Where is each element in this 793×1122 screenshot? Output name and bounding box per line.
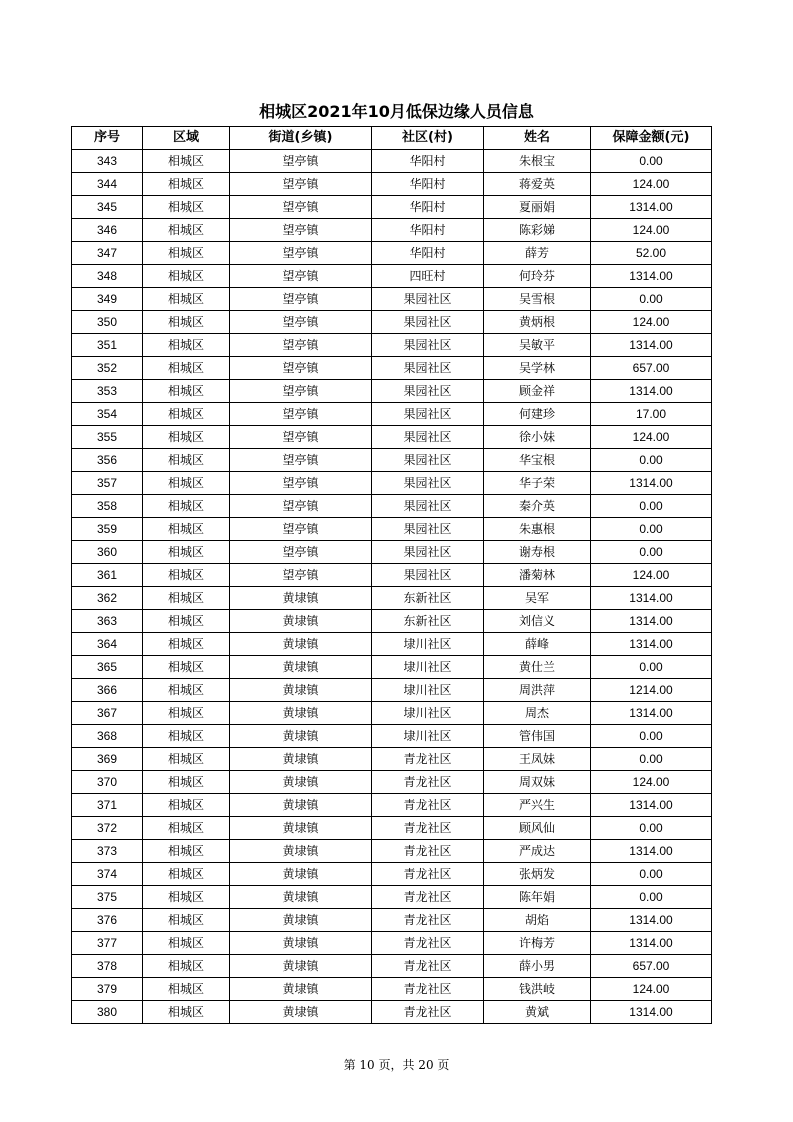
cell-community: 华阳村: [372, 196, 484, 219]
cell-community: 埭川社区: [372, 633, 484, 656]
cell-name: 徐小妹: [484, 426, 591, 449]
cell-name: 陈年娟: [484, 886, 591, 909]
table-row: [72, 656, 712, 679]
cell-district: 相城区: [143, 679, 230, 702]
cell-index: 349: [72, 288, 143, 311]
cell-street-town: 黄埭镇: [230, 656, 372, 679]
cell-amount: 1314.00: [591, 196, 712, 219]
cell-district: 相城区: [143, 771, 230, 794]
table-row: [72, 564, 712, 587]
cell-index: 368: [72, 725, 143, 748]
table-row: [72, 863, 712, 886]
cell-community: 青龙社区: [372, 817, 484, 840]
cell-name: 何建珍: [484, 403, 591, 426]
cell-district: 相城区: [143, 242, 230, 265]
cell-street-town: 黄埭镇: [230, 702, 372, 725]
cell-street-town: 黄埭镇: [230, 748, 372, 771]
cell-name: 华宝根: [484, 449, 591, 472]
cell-name: 王凤妹: [484, 748, 591, 771]
table-row: [72, 748, 712, 771]
cell-district: 相城区: [143, 380, 230, 403]
cell-name: 蒋爱英: [484, 173, 591, 196]
cell-index: 380: [72, 1001, 143, 1024]
cell-district: 相城区: [143, 403, 230, 426]
table-row: [72, 955, 712, 978]
cell-name: 吴军: [484, 587, 591, 610]
cell-amount: 0.00: [591, 495, 712, 518]
cell-street-town: 望亭镇: [230, 288, 372, 311]
cell-street-town: 黄埭镇: [230, 587, 372, 610]
cell-amount: 0.00: [591, 725, 712, 748]
cell-community: 果园社区: [372, 541, 484, 564]
cell-amount: 124.00: [591, 978, 712, 1001]
cell-amount: 1214.00: [591, 679, 712, 702]
cell-district: 相城区: [143, 909, 230, 932]
cell-index: 358: [72, 495, 143, 518]
cell-name: 薛小男: [484, 955, 591, 978]
cell-index: 343: [72, 150, 143, 173]
cell-street-town: 望亭镇: [230, 334, 372, 357]
cell-street-town: 望亭镇: [230, 380, 372, 403]
cell-name: 顾金祥: [484, 380, 591, 403]
cell-street-town: 望亭镇: [230, 219, 372, 242]
cell-amount: 52.00: [591, 242, 712, 265]
cell-community: 东新社区: [372, 587, 484, 610]
cell-index: 371: [72, 794, 143, 817]
cell-index: 378: [72, 955, 143, 978]
cell-amount: 0.00: [591, 886, 712, 909]
table-row: [72, 357, 712, 380]
table-row: [72, 679, 712, 702]
cell-district: 相城区: [143, 656, 230, 679]
cell-community: 华阳村: [372, 150, 484, 173]
table-row: [72, 495, 712, 518]
cell-district: 相城区: [143, 1001, 230, 1024]
cell-name: 黄斌: [484, 1001, 591, 1024]
cell-index: 366: [72, 679, 143, 702]
cell-street-town: 望亭镇: [230, 242, 372, 265]
cell-index: 353: [72, 380, 143, 403]
cell-index: 345: [72, 196, 143, 219]
cell-street-town: 望亭镇: [230, 449, 372, 472]
table-row: [72, 840, 712, 863]
cell-district: 相城区: [143, 978, 230, 1001]
document-title: 相城区2021年10月低保边缘人员信息: [259, 102, 534, 121]
cell-community: 青龙社区: [372, 794, 484, 817]
cell-name: 华子荣: [484, 472, 591, 495]
cell-amount: 124.00: [591, 564, 712, 587]
cell-community: 华阳村: [372, 173, 484, 196]
cell-name: 周杰: [484, 702, 591, 725]
table-row: [72, 610, 712, 633]
cell-street-town: 黄埭镇: [230, 725, 372, 748]
table-row: [72, 886, 712, 909]
cell-amount: 0.00: [591, 541, 712, 564]
cell-district: 相城区: [143, 472, 230, 495]
cell-index: 363: [72, 610, 143, 633]
cell-name: 周双妹: [484, 771, 591, 794]
cell-community: 果园社区: [372, 472, 484, 495]
table-row: [72, 932, 712, 955]
table-row: [72, 311, 712, 334]
cell-index: 354: [72, 403, 143, 426]
cell-street-town: 望亭镇: [230, 173, 372, 196]
cell-index: 372: [72, 817, 143, 840]
cell-index: 374: [72, 863, 143, 886]
cell-district: 相城区: [143, 495, 230, 518]
cell-index: 370: [72, 771, 143, 794]
cell-index: 362: [72, 587, 143, 610]
cell-street-town: 望亭镇: [230, 495, 372, 518]
cell-community: 东新社区: [372, 610, 484, 633]
cell-name: 陈彩娣: [484, 219, 591, 242]
table-row: [72, 817, 712, 840]
cell-district: 相城区: [143, 725, 230, 748]
header-district: 区域: [143, 127, 230, 150]
cell-district: 相城区: [143, 886, 230, 909]
cell-name: 朱惠根: [484, 518, 591, 541]
cell-community: 果园社区: [372, 380, 484, 403]
cell-community: 果园社区: [372, 288, 484, 311]
cell-amount: 124.00: [591, 219, 712, 242]
cell-amount: 1314.00: [591, 794, 712, 817]
cell-street-town: 黄埭镇: [230, 610, 372, 633]
cell-street-town: 望亭镇: [230, 196, 372, 219]
cell-community: 青龙社区: [372, 955, 484, 978]
table-row: [72, 587, 712, 610]
table-row: [72, 909, 712, 932]
cell-street-town: 望亭镇: [230, 150, 372, 173]
cell-district: 相城区: [143, 265, 230, 288]
cell-district: 相城区: [143, 748, 230, 771]
cell-amount: 0.00: [591, 150, 712, 173]
cell-name: 刘信义: [484, 610, 591, 633]
table-row: [72, 518, 712, 541]
cell-district: 相城区: [143, 311, 230, 334]
cell-district: 相城区: [143, 633, 230, 656]
cell-amount: 1314.00: [591, 633, 712, 656]
cell-name: 顾风仙: [484, 817, 591, 840]
cell-district: 相城区: [143, 541, 230, 564]
cell-district: 相城区: [143, 334, 230, 357]
cell-community: 果园社区: [372, 426, 484, 449]
cell-amount: 657.00: [591, 357, 712, 380]
cell-district: 相城区: [143, 610, 230, 633]
cell-amount: 0.00: [591, 656, 712, 679]
cell-street-town: 望亭镇: [230, 472, 372, 495]
table-header-row: [72, 127, 712, 150]
cell-street-town: 黄埭镇: [230, 863, 372, 886]
cell-street-town: 黄埭镇: [230, 1001, 372, 1024]
cell-amount: 0.00: [591, 518, 712, 541]
cell-index: 364: [72, 633, 143, 656]
cell-district: 相城区: [143, 840, 230, 863]
cell-name: 吴敏平: [484, 334, 591, 357]
table-row: [72, 334, 712, 357]
cell-amount: 1314.00: [591, 610, 712, 633]
cell-district: 相城区: [143, 863, 230, 886]
cell-amount: 1314.00: [591, 702, 712, 725]
cell-name: 胡焰: [484, 909, 591, 932]
cell-district: 相城区: [143, 794, 230, 817]
cell-district: 相城区: [143, 817, 230, 840]
cell-amount: 0.00: [591, 449, 712, 472]
header-street-town: 街道(乡镇): [230, 127, 372, 150]
cell-community: 青龙社区: [372, 840, 484, 863]
cell-community: 青龙社区: [372, 771, 484, 794]
table-row: [72, 426, 712, 449]
cell-index: 346: [72, 219, 143, 242]
cell-district: 相城区: [143, 173, 230, 196]
cell-district: 相城区: [143, 288, 230, 311]
cell-name: 许梅芳: [484, 932, 591, 955]
cell-street-town: 黄埭镇: [230, 978, 372, 1001]
cell-amount: 1314.00: [591, 587, 712, 610]
cell-district: 相城区: [143, 955, 230, 978]
data-table: [71, 126, 712, 1024]
table-row: [72, 1001, 712, 1024]
cell-district: 相城区: [143, 196, 230, 219]
table-row: [72, 725, 712, 748]
cell-street-town: 望亭镇: [230, 564, 372, 587]
table-row: [72, 541, 712, 564]
cell-name: 钱洪岐: [484, 978, 591, 1001]
cell-district: 相城区: [143, 932, 230, 955]
cell-amount: 1314.00: [591, 840, 712, 863]
cell-index: 377: [72, 932, 143, 955]
table-row: [72, 150, 712, 173]
cell-name: 秦介英: [484, 495, 591, 518]
cell-community: 果园社区: [372, 518, 484, 541]
table-row: [72, 702, 712, 725]
table-row: [72, 288, 712, 311]
cell-name: 朱根宝: [484, 150, 591, 173]
cell-name: 谢寿根: [484, 541, 591, 564]
cell-amount: 1314.00: [591, 334, 712, 357]
cell-community: 青龙社区: [372, 863, 484, 886]
cell-index: 360: [72, 541, 143, 564]
cell-index: 379: [72, 978, 143, 1001]
cell-name: 严兴生: [484, 794, 591, 817]
cell-community: 埭川社区: [372, 679, 484, 702]
table-row: [72, 472, 712, 495]
cell-community: 华阳村: [372, 242, 484, 265]
table-row: [72, 978, 712, 1001]
cell-index: 367: [72, 702, 143, 725]
cell-index: 348: [72, 265, 143, 288]
cell-community: 华阳村: [372, 219, 484, 242]
table-row: [72, 265, 712, 288]
cell-index: 356: [72, 449, 143, 472]
cell-street-town: 望亭镇: [230, 403, 372, 426]
cell-street-town: 黄埭镇: [230, 840, 372, 863]
cell-street-town: 望亭镇: [230, 311, 372, 334]
cell-street-town: 望亭镇: [230, 426, 372, 449]
table-row: [72, 196, 712, 219]
cell-district: 相城区: [143, 150, 230, 173]
table-row: [72, 794, 712, 817]
cell-index: 376: [72, 909, 143, 932]
cell-amount: 0.00: [591, 748, 712, 771]
cell-index: 350: [72, 311, 143, 334]
cell-street-town: 黄埭镇: [230, 771, 372, 794]
cell-amount: 1314.00: [591, 380, 712, 403]
cell-index: 351: [72, 334, 143, 357]
cell-index: 361: [72, 564, 143, 587]
cell-community: 果园社区: [372, 495, 484, 518]
cell-street-town: 黄埭镇: [230, 886, 372, 909]
cell-name: 薛峰: [484, 633, 591, 656]
cell-community: 埭川社区: [372, 725, 484, 748]
cell-community: 青龙社区: [372, 1001, 484, 1024]
header-amount: 保障金额(元): [591, 127, 712, 150]
cell-district: 相城区: [143, 564, 230, 587]
cell-community: 果园社区: [372, 449, 484, 472]
cell-name: 薛芳: [484, 242, 591, 265]
cell-amount: 1314.00: [591, 265, 712, 288]
cell-district: 相城区: [143, 518, 230, 541]
cell-street-town: 黄埭镇: [230, 932, 372, 955]
cell-index: 344: [72, 173, 143, 196]
header-name: 姓名: [484, 127, 591, 150]
cell-name: 严成达: [484, 840, 591, 863]
page-footer: 第 10 页，共 20 页: [343, 1058, 450, 1072]
cell-community: 果园社区: [372, 334, 484, 357]
cell-street-town: 望亭镇: [230, 357, 372, 380]
table-row: [72, 771, 712, 794]
cell-index: 369: [72, 748, 143, 771]
cell-amount: 124.00: [591, 771, 712, 794]
cell-community: 青龙社区: [372, 748, 484, 771]
cell-index: 373: [72, 840, 143, 863]
cell-district: 相城区: [143, 219, 230, 242]
header-community: 社区(村): [372, 127, 484, 150]
cell-district: 相城区: [143, 702, 230, 725]
cell-street-town: 黄埭镇: [230, 633, 372, 656]
cell-street-town: 黄埭镇: [230, 679, 372, 702]
cell-community: 果园社区: [372, 311, 484, 334]
cell-amount: 124.00: [591, 426, 712, 449]
cell-index: 359: [72, 518, 143, 541]
table-row: [72, 633, 712, 656]
cell-amount: 1314.00: [591, 932, 712, 955]
cell-street-town: 黄埭镇: [230, 955, 372, 978]
cell-community: 青龙社区: [372, 909, 484, 932]
cell-community: 四旺村: [372, 265, 484, 288]
cell-community: 果园社区: [372, 357, 484, 380]
cell-district: 相城区: [143, 426, 230, 449]
cell-name: 吴学林: [484, 357, 591, 380]
cell-index: 355: [72, 426, 143, 449]
cell-name: 何玲芬: [484, 265, 591, 288]
cell-community: 果园社区: [372, 564, 484, 587]
cell-name: 周洪萍: [484, 679, 591, 702]
cell-community: 埭川社区: [372, 656, 484, 679]
cell-street-town: 黄埭镇: [230, 817, 372, 840]
cell-name: 吴雪根: [484, 288, 591, 311]
table-body: [72, 150, 712, 1024]
cell-index: 375: [72, 886, 143, 909]
cell-amount: 0.00: [591, 288, 712, 311]
cell-name: 夏丽娟: [484, 196, 591, 219]
table-row: [72, 242, 712, 265]
cell-index: 347: [72, 242, 143, 265]
cell-index: 365: [72, 656, 143, 679]
table-row: [72, 219, 712, 242]
cell-amount: 0.00: [591, 863, 712, 886]
cell-amount: 0.00: [591, 817, 712, 840]
cell-name: 黄炳根: [484, 311, 591, 334]
cell-street-town: 望亭镇: [230, 518, 372, 541]
cell-name: 管伟国: [484, 725, 591, 748]
cell-name: 张炳发: [484, 863, 591, 886]
cell-amount: 1314.00: [591, 1001, 712, 1024]
cell-community: 青龙社区: [372, 932, 484, 955]
cell-community: 果园社区: [372, 403, 484, 426]
cell-street-town: 望亭镇: [230, 541, 372, 564]
cell-street-town: 黄埭镇: [230, 909, 372, 932]
cell-index: 357: [72, 472, 143, 495]
table-row: [72, 449, 712, 472]
table-row: [72, 380, 712, 403]
table-row: [72, 403, 712, 426]
cell-name: 潘菊林: [484, 564, 591, 587]
cell-amount: 17.00: [591, 403, 712, 426]
cell-community: 青龙社区: [372, 978, 484, 1001]
cell-district: 相城区: [143, 587, 230, 610]
cell-community: 埭川社区: [372, 702, 484, 725]
cell-amount: 657.00: [591, 955, 712, 978]
header-index: 序号: [72, 127, 143, 150]
cell-district: 相城区: [143, 449, 230, 472]
cell-index: 352: [72, 357, 143, 380]
cell-district: 相城区: [143, 357, 230, 380]
cell-amount: 124.00: [591, 311, 712, 334]
cell-amount: 1314.00: [591, 909, 712, 932]
cell-name: 黄仕兰: [484, 656, 591, 679]
cell-street-town: 黄埭镇: [230, 794, 372, 817]
table-row: [72, 173, 712, 196]
cell-community: 青龙社区: [372, 886, 484, 909]
cell-street-town: 望亭镇: [230, 265, 372, 288]
cell-amount: 1314.00: [591, 472, 712, 495]
cell-amount: 124.00: [591, 173, 712, 196]
